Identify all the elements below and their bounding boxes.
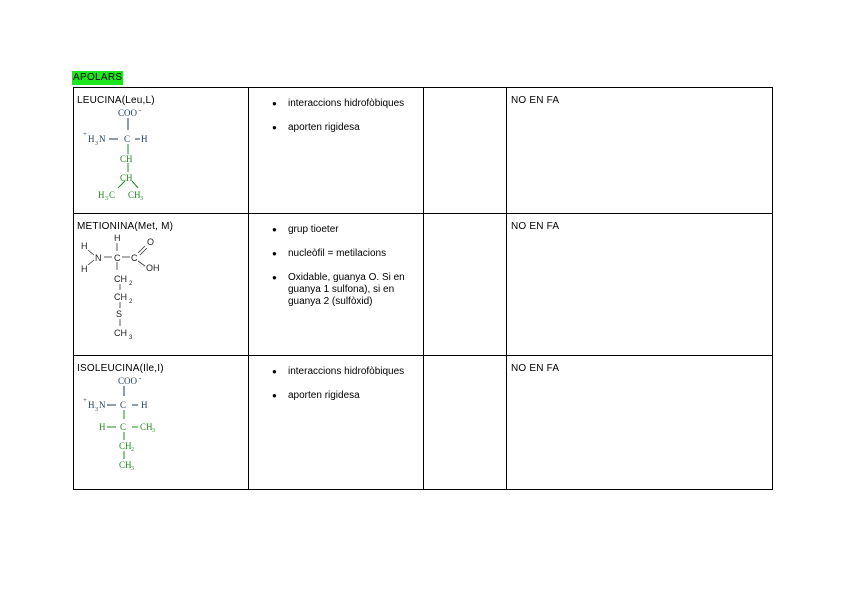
svg-text:H: H bbox=[141, 134, 148, 144]
list-item: ● Oxidable, guanya O. Si en guanya 1 sulfona), si en guanya 2 (sulfòxid) bbox=[288, 272, 423, 308]
amino-acid-name: ISOLEUCINA(Ile,I) bbox=[77, 363, 164, 374]
svg-text:C: C bbox=[131, 253, 138, 263]
properties-cell bbox=[249, 214, 424, 356]
table-row bbox=[74, 88, 773, 214]
svg-text:3: 3 bbox=[131, 466, 134, 472]
leucine-structure bbox=[74, 106, 248, 206]
section-heading: APOLARS bbox=[73, 72, 123, 83]
alpha-carbon-label: C bbox=[124, 134, 131, 144]
svg-text:C: C bbox=[114, 253, 121, 263]
methyl-label: CH bbox=[119, 460, 132, 470]
empty-cell bbox=[424, 356, 507, 490]
methylene-label: CH bbox=[119, 441, 132, 451]
svg-text:OH: OH bbox=[146, 263, 160, 273]
amino-acid-cell bbox=[74, 88, 249, 214]
status-text: NO EN FA bbox=[511, 363, 560, 374]
carboxylate-label: COO bbox=[118, 108, 138, 118]
status-cell bbox=[507, 356, 773, 490]
property-list bbox=[249, 366, 423, 402]
svg-text:CH: CH bbox=[114, 292, 127, 302]
svg-text:O: O bbox=[147, 237, 155, 247]
list-item: ● aporten rigidesa bbox=[288, 122, 423, 134]
svg-text:2: 2 bbox=[129, 299, 133, 305]
amino-acid-cell bbox=[74, 356, 249, 490]
methylene-label: CH bbox=[120, 154, 133, 164]
svg-text:2: 2 bbox=[129, 281, 133, 287]
svg-text:H: H bbox=[99, 422, 106, 432]
list-item: ● aporten rigidesa bbox=[288, 390, 423, 402]
carboxylate-label: COO bbox=[118, 376, 138, 386]
svg-text:CH: CH bbox=[114, 274, 127, 284]
list-item: ● interaccions hidrofòbiques bbox=[288, 366, 423, 378]
amine-label: N bbox=[95, 253, 102, 263]
svg-text:-: - bbox=[139, 374, 142, 382]
status-text: NO EN FA bbox=[511, 221, 560, 232]
svg-text:H: H bbox=[98, 190, 105, 200]
svg-text:2: 2 bbox=[131, 447, 134, 453]
svg-text:3: 3 bbox=[105, 196, 108, 202]
property-list bbox=[249, 98, 423, 134]
svg-text:H: H bbox=[114, 233, 121, 243]
amino-acid-name: METIONINA(Met, M) bbox=[77, 221, 174, 232]
svg-text:-: - bbox=[139, 106, 142, 114]
beta-carbon-label: C bbox=[120, 422, 127, 432]
property-list bbox=[249, 224, 423, 308]
empty-cell bbox=[424, 88, 507, 214]
svg-text:H: H bbox=[81, 241, 88, 251]
svg-text:3: 3 bbox=[95, 407, 98, 413]
svg-text:3: 3 bbox=[152, 428, 155, 434]
properties-cell bbox=[249, 88, 424, 214]
methine-label: CH bbox=[120, 173, 133, 183]
list-item: ● interaccions hidrofòbiques bbox=[288, 98, 423, 110]
status-cell bbox=[507, 214, 773, 356]
amino-acid-name: LEUCINA(Leu,L) bbox=[77, 95, 155, 106]
alpha-carbon-label: C bbox=[120, 400, 127, 410]
sulfur-label: S bbox=[116, 309, 123, 319]
svg-text:H: H bbox=[141, 400, 148, 410]
methionine-structure bbox=[74, 232, 248, 350]
amino-group-label: H bbox=[88, 134, 95, 144]
table-row bbox=[74, 356, 773, 490]
svg-text:3: 3 bbox=[95, 141, 98, 147]
svg-text:+: + bbox=[83, 130, 87, 138]
amino-acid-table bbox=[73, 87, 773, 490]
svg-text:CH: CH bbox=[114, 328, 127, 338]
status-cell bbox=[507, 88, 773, 214]
table-row bbox=[74, 214, 773, 356]
svg-text:CH: CH bbox=[128, 190, 141, 200]
amino-group-label: H bbox=[88, 400, 95, 410]
empty-cell bbox=[424, 214, 507, 356]
list-item: ● nucleòfil = metilacions bbox=[288, 248, 423, 260]
svg-text:+: + bbox=[83, 396, 87, 404]
svg-text:N: N bbox=[99, 134, 106, 144]
properties-cell bbox=[249, 356, 424, 490]
svg-text:C: C bbox=[109, 190, 116, 200]
svg-text:CH: CH bbox=[140, 422, 153, 432]
status-text: NO EN FA bbox=[511, 95, 560, 106]
svg-text:H: H bbox=[81, 264, 88, 274]
svg-text:3: 3 bbox=[129, 335, 133, 341]
list-item: ● grup tioeter bbox=[288, 224, 423, 236]
svg-text:3: 3 bbox=[140, 196, 143, 202]
svg-text:N: N bbox=[99, 400, 106, 410]
amino-acid-cell bbox=[74, 214, 249, 356]
isoleucine-structure bbox=[74, 374, 248, 486]
